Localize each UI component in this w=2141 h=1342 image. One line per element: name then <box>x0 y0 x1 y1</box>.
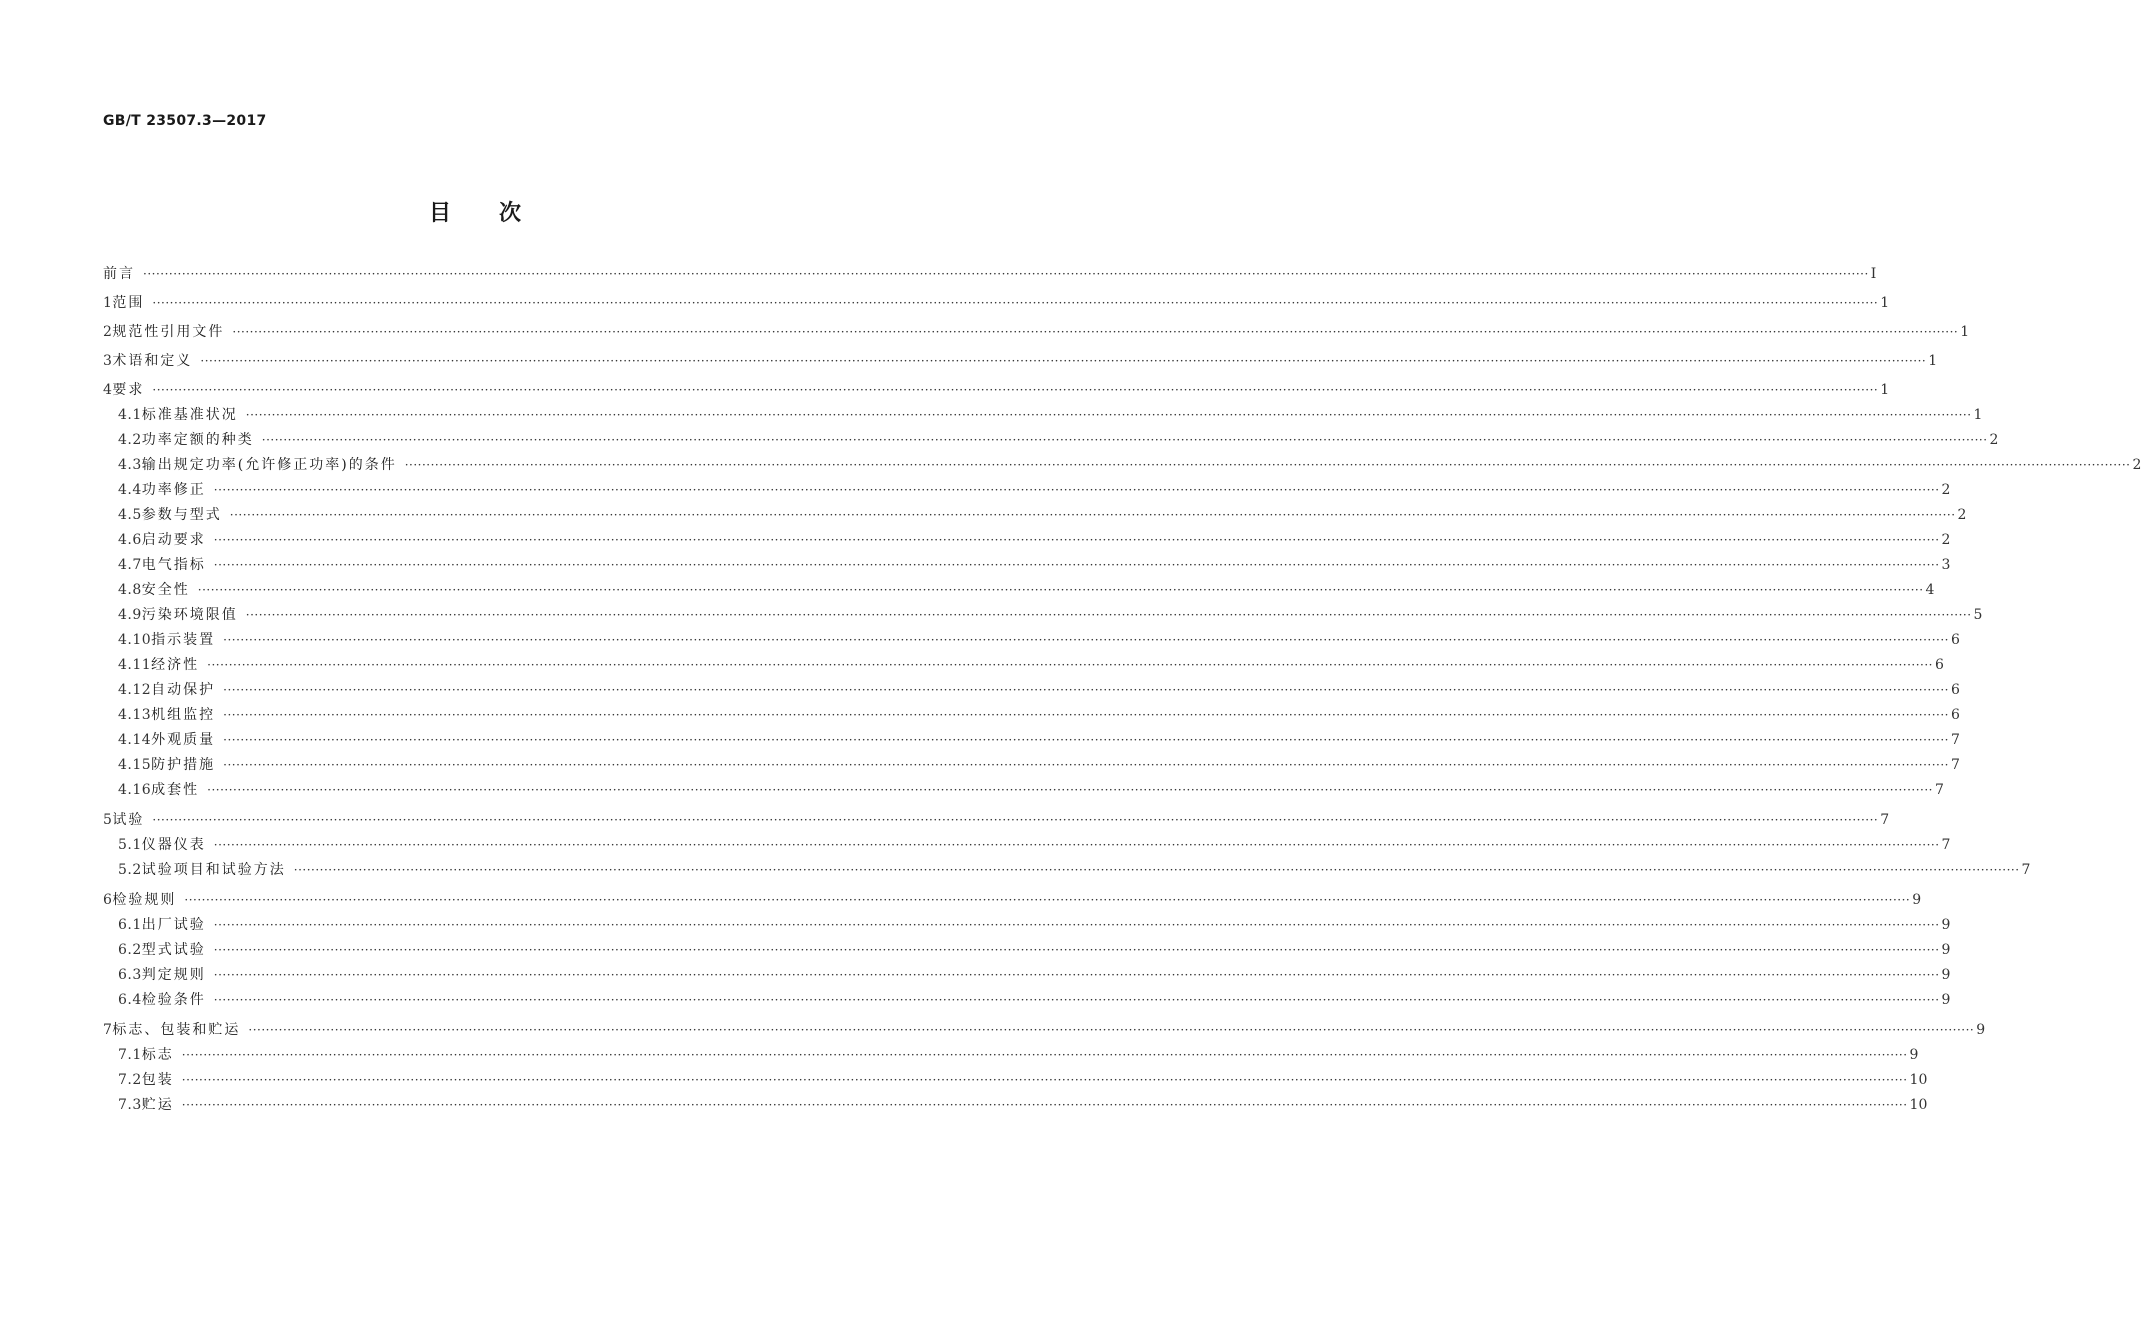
toc-entry[interactable] <box>118 940 1951 960</box>
toc-entry-label: 出厂试验 <box>141 917 206 933</box>
toc-entry-number: 2 <box>103 324 113 340</box>
toc-entry[interactable] <box>118 630 1960 650</box>
toc-entry-label: 经济性 <box>151 657 200 673</box>
toc-entry-page: 7 <box>1941 837 1951 853</box>
toc-leader-dots: ················································································································································································································································································································································································································ <box>213 838 1940 852</box>
toc-entry-label: 术语和定义 <box>112 353 193 369</box>
toc-entry[interactable] <box>118 505 1967 525</box>
toc-entry-number: 4.8 <box>118 582 142 598</box>
toc-entry-number: 4.1 <box>118 407 142 423</box>
toc-entry-label: 前言 <box>103 266 135 282</box>
toc-entry[interactable] <box>118 1045 1919 1065</box>
toc-entry-page: 10 <box>1909 1097 1928 1113</box>
toc-entry[interactable] <box>103 380 1890 400</box>
toc-entry-number: 4.14 <box>118 732 152 748</box>
toc-entry-label: 机组监控 <box>151 707 216 723</box>
toc-entry-page: 10 <box>1909 1072 1928 1088</box>
toc-entry-page: 6 <box>1950 632 1960 648</box>
toc-entry-number: 4.12 <box>118 682 152 698</box>
toc-entry-label: 范围 <box>112 295 145 311</box>
toc-entry-number: 3 <box>103 353 113 369</box>
toc-entry[interactable] <box>103 264 1877 284</box>
toc-entry[interactable] <box>103 1020 1986 1040</box>
toc-entry[interactable] <box>118 405 1983 425</box>
toc-entry-page: 2 <box>1957 507 1967 523</box>
toc-entry-page: 2 <box>1989 432 1999 448</box>
toc-entry-label: 功率修正 <box>141 482 206 498</box>
toc-entry-page: 6 <box>1950 707 1960 723</box>
toc-entry-label: 型式试验 <box>141 942 206 958</box>
toc-leader-dots: ················································································································································································································································································································································································································ <box>207 783 1933 797</box>
toc-entry-label: 防护措施 <box>151 757 216 773</box>
toc-entry[interactable] <box>118 1070 1928 1090</box>
toc-entry-label: 安全性 <box>141 582 190 598</box>
toc-entry-label: 参数与型式 <box>141 507 222 523</box>
toc-entry-label: 要求 <box>112 382 145 398</box>
toc-entry-page: 9 <box>1941 992 1951 1008</box>
toc-leader-dots: ················································································································································································································································································································································································································ <box>152 383 1879 397</box>
toc-leader-dots: ················································································································································································································································································································································································································ <box>197 583 1924 597</box>
toc-leader-dots: ················································································································································································································································································································································································································ <box>213 483 1940 497</box>
toc-entry-label: 试验项目和试验方法 <box>141 862 286 878</box>
toc-entry[interactable] <box>103 322 1970 342</box>
toc-entry-page: 1 <box>1928 353 1938 369</box>
toc-entry[interactable] <box>103 351 1938 371</box>
toc-entry-number: 7.2 <box>118 1072 142 1088</box>
toc-leader-dots: ················································································································································································································································································································································································································ <box>232 325 1959 339</box>
toc-entry-number: 4.7 <box>118 557 142 573</box>
toc-leader-dots: ················································································································································································································································································································································································································ <box>248 1023 1975 1037</box>
toc-entry-label: 污染环境限值 <box>141 607 238 623</box>
toc-entry-page: 7 <box>2021 862 2031 878</box>
toc-entry-number: 4 <box>103 382 113 398</box>
toc-entry[interactable] <box>118 780 1944 800</box>
toc-entry-number: 4.11 <box>118 657 152 673</box>
toc-entry-label: 标准基准状况 <box>141 407 238 423</box>
toc-entry-number: 4.6 <box>118 532 142 548</box>
toc-entry-page: 9 <box>1941 967 1951 983</box>
toc-entry-number: 4.9 <box>118 607 142 623</box>
toc-entry[interactable] <box>118 915 1951 935</box>
toc-entry-page: Ⅰ <box>1870 266 1877 282</box>
toc-entry[interactable] <box>118 705 1960 725</box>
toc-entry-number: 4.5 <box>118 507 142 523</box>
toc-leader-dots: ················································································································································································································································································································································································································ <box>223 758 1949 772</box>
toc-leader-dots: ················································································································································································································································································································································································································ <box>143 267 1869 281</box>
toc-entry-label: 电气指标 <box>141 557 206 573</box>
toc-entry-label: 检验条件 <box>141 992 206 1008</box>
toc-entry-page: 7 <box>1950 732 1960 748</box>
toc-entry-page: 7 <box>1880 812 1890 828</box>
toc-entry-label: 仪器仪表 <box>141 837 206 853</box>
toc-entry-label: 指示装置 <box>151 632 216 648</box>
toc-entry-label: 贮运 <box>141 1097 174 1113</box>
toc-leader-dots: ················································································································································································································································································································································································································ <box>213 558 1940 572</box>
toc-entry-label: 包装 <box>141 1072 174 1088</box>
toc-entry[interactable] <box>118 580 1935 600</box>
toc-leader-dots: ················································································································································································································································································································································································································ <box>181 1048 1908 1062</box>
toc-entry-page: 1 <box>1960 324 1970 340</box>
toc-leader-dots: ················································································································································································································································································································································································································ <box>223 633 1949 647</box>
toc-entry-label: 规范性引用文件 <box>112 324 225 340</box>
toc-entry-page: 1 <box>1973 407 1983 423</box>
toc-leader-dots: ················································································································································································································································································································································································································ <box>213 968 1940 982</box>
toc-leader-dots: ················································································································································································································································································································································································································ <box>152 296 1879 310</box>
toc-entry-number: 6 <box>103 892 113 908</box>
standard-code: GB/T 23507.3—2017 <box>103 113 267 129</box>
toc-entry[interactable] <box>118 1095 1928 1115</box>
toc-entry-label: 功率定额的种类 <box>141 432 254 448</box>
toc-entry-number: 6.4 <box>118 992 142 1008</box>
toc-entry-page: 5 <box>1973 607 1983 623</box>
toc-entry-page: 2 <box>1941 532 1951 548</box>
toc-leader-dots: ················································································································································································································································································································································································································ <box>223 683 1949 697</box>
toc-entry-page: 7 <box>1934 782 1944 798</box>
toc-entry[interactable] <box>118 835 1951 855</box>
toc-entry[interactable] <box>103 810 1890 830</box>
toc-leader-dots: ················································································································································································································································································································································································································ <box>200 354 1927 368</box>
toc-entry-page: 1 <box>1880 295 1890 311</box>
toc-entry-page: 9 <box>1941 942 1951 958</box>
toc-entry-label: 判定规则 <box>141 967 206 983</box>
toc-entry[interactable] <box>118 430 1999 450</box>
toc-entry-page: 1 <box>1880 382 1890 398</box>
toc-entry-number: 1 <box>103 295 113 311</box>
toc-entry[interactable] <box>118 655 1944 675</box>
toc-entry[interactable] <box>118 605 1983 625</box>
toc-entry-label: 外观质量 <box>151 732 216 748</box>
toc-entry-number: 7.3 <box>118 1097 142 1113</box>
toc-leader-dots: ················································································································································································································································································································································································································ <box>184 893 1911 907</box>
toc-entry-number: 7 <box>103 1022 113 1038</box>
toc-leader-dots: ················································································································································································································································································································································································································ <box>223 733 1949 747</box>
toc-entry[interactable] <box>118 755 1960 775</box>
toc-leader-dots: ················································································································································································································································································································································································································ <box>207 658 1933 672</box>
toc-entry-label: 自动保护 <box>151 682 216 698</box>
toc-entry-page: 9 <box>1976 1022 1986 1038</box>
toc-entry[interactable] <box>118 480 1951 500</box>
toc-entry-page: 9 <box>1909 1047 1919 1063</box>
toc-leader-dots: ················································································································································································································································································································································································································ <box>229 508 1956 522</box>
toc-entry-number: 4.16 <box>118 782 152 798</box>
toc-entry-number: 4.4 <box>118 482 142 498</box>
toc-entry[interactable] <box>118 860 2031 880</box>
toc-entry[interactable] <box>118 730 1960 750</box>
toc-entry-page: 9 <box>1941 917 1951 933</box>
toc-leader-dots: ················································································································································································································································································································································································································ <box>404 458 2131 472</box>
toc-leader-dots: ················································································································································································································································································································································································································ <box>152 813 1879 827</box>
toc-leader-dots: ················································································································································································································································································································································································································ <box>181 1073 1908 1087</box>
toc-leader-dots: ················································································································································································································································································································································································································ <box>213 533 1940 547</box>
toc-entry-page: 2 <box>2132 457 2141 473</box>
toc-title: 目次 <box>428 201 569 226</box>
toc-entry-page: 2 <box>1941 482 1951 498</box>
toc-entry-label: 检验规则 <box>112 892 177 908</box>
toc-entry-page: 9 <box>1912 892 1922 908</box>
toc-entry-page: 3 <box>1941 557 1951 573</box>
toc-entry-number: 6.3 <box>118 967 142 983</box>
toc-entry[interactable] <box>118 990 1951 1010</box>
toc-entry[interactable] <box>118 965 1951 985</box>
toc-entry-label: 标志、包装和贮运 <box>112 1022 241 1038</box>
toc-entry-number: 6.1 <box>118 917 142 933</box>
toc-leader-dots: ················································································································································································································································································································································································································ <box>293 863 2020 877</box>
toc-entry-page: 6 <box>1950 682 1960 698</box>
toc-entry-number: 6.2 <box>118 942 142 958</box>
toc-entry-number: 5.2 <box>118 862 142 878</box>
toc-entry-number: 4.13 <box>118 707 152 723</box>
toc-entry-page: 7 <box>1950 757 1960 773</box>
toc-entry[interactable] <box>118 555 1951 575</box>
toc-entry-number: 4.2 <box>118 432 142 448</box>
toc-entry[interactable] <box>118 530 1951 550</box>
toc-entry-number: 4.15 <box>118 757 152 773</box>
toc-entry-label: 成套性 <box>151 782 200 798</box>
toc-entry-label: 启动要求 <box>141 532 206 548</box>
toc-entry-number: 5.1 <box>118 837 142 853</box>
toc-entry[interactable] <box>103 890 1922 910</box>
toc-entry[interactable] <box>118 680 1960 700</box>
toc-entry[interactable] <box>103 293 1890 313</box>
toc-leader-dots: ················································································································································································································································································································································································································ <box>261 433 1988 447</box>
toc-leader-dots: ················································································································································································································································································································································································································ <box>245 608 1972 622</box>
toc-entry-number: 4.10 <box>118 632 152 648</box>
toc-leader-dots: ················································································································································································································································································································································································································ <box>213 943 1940 957</box>
toc-entry-page: 6 <box>1934 657 1944 673</box>
toc-leader-dots: ················································································································································································································································································································································································································ <box>223 708 1949 722</box>
toc-entry-page: 4 <box>1925 582 1935 598</box>
toc-entry-number: 4.3 <box>118 457 142 473</box>
toc-leader-dots: ················································································································································································································································································································································································································ <box>213 993 1940 1007</box>
toc-entry-label: 试验 <box>112 812 145 828</box>
toc-leader-dots: ················································································································································································································································································································································································································ <box>245 408 1972 422</box>
toc-entry-number: 5 <box>103 812 113 828</box>
toc-leader-dots: ················································································································································································································································································································································································································ <box>213 918 1940 932</box>
toc-entry[interactable] <box>118 455 2141 475</box>
toc-leader-dots: ················································································································································································································································································································································································································ <box>181 1098 1908 1112</box>
toc-entry-label: 输出规定功率(允许修正功率)的条件 <box>141 457 397 473</box>
toc-entry-number: 7.1 <box>118 1047 142 1063</box>
toc-entry-label: 标志 <box>141 1047 174 1063</box>
